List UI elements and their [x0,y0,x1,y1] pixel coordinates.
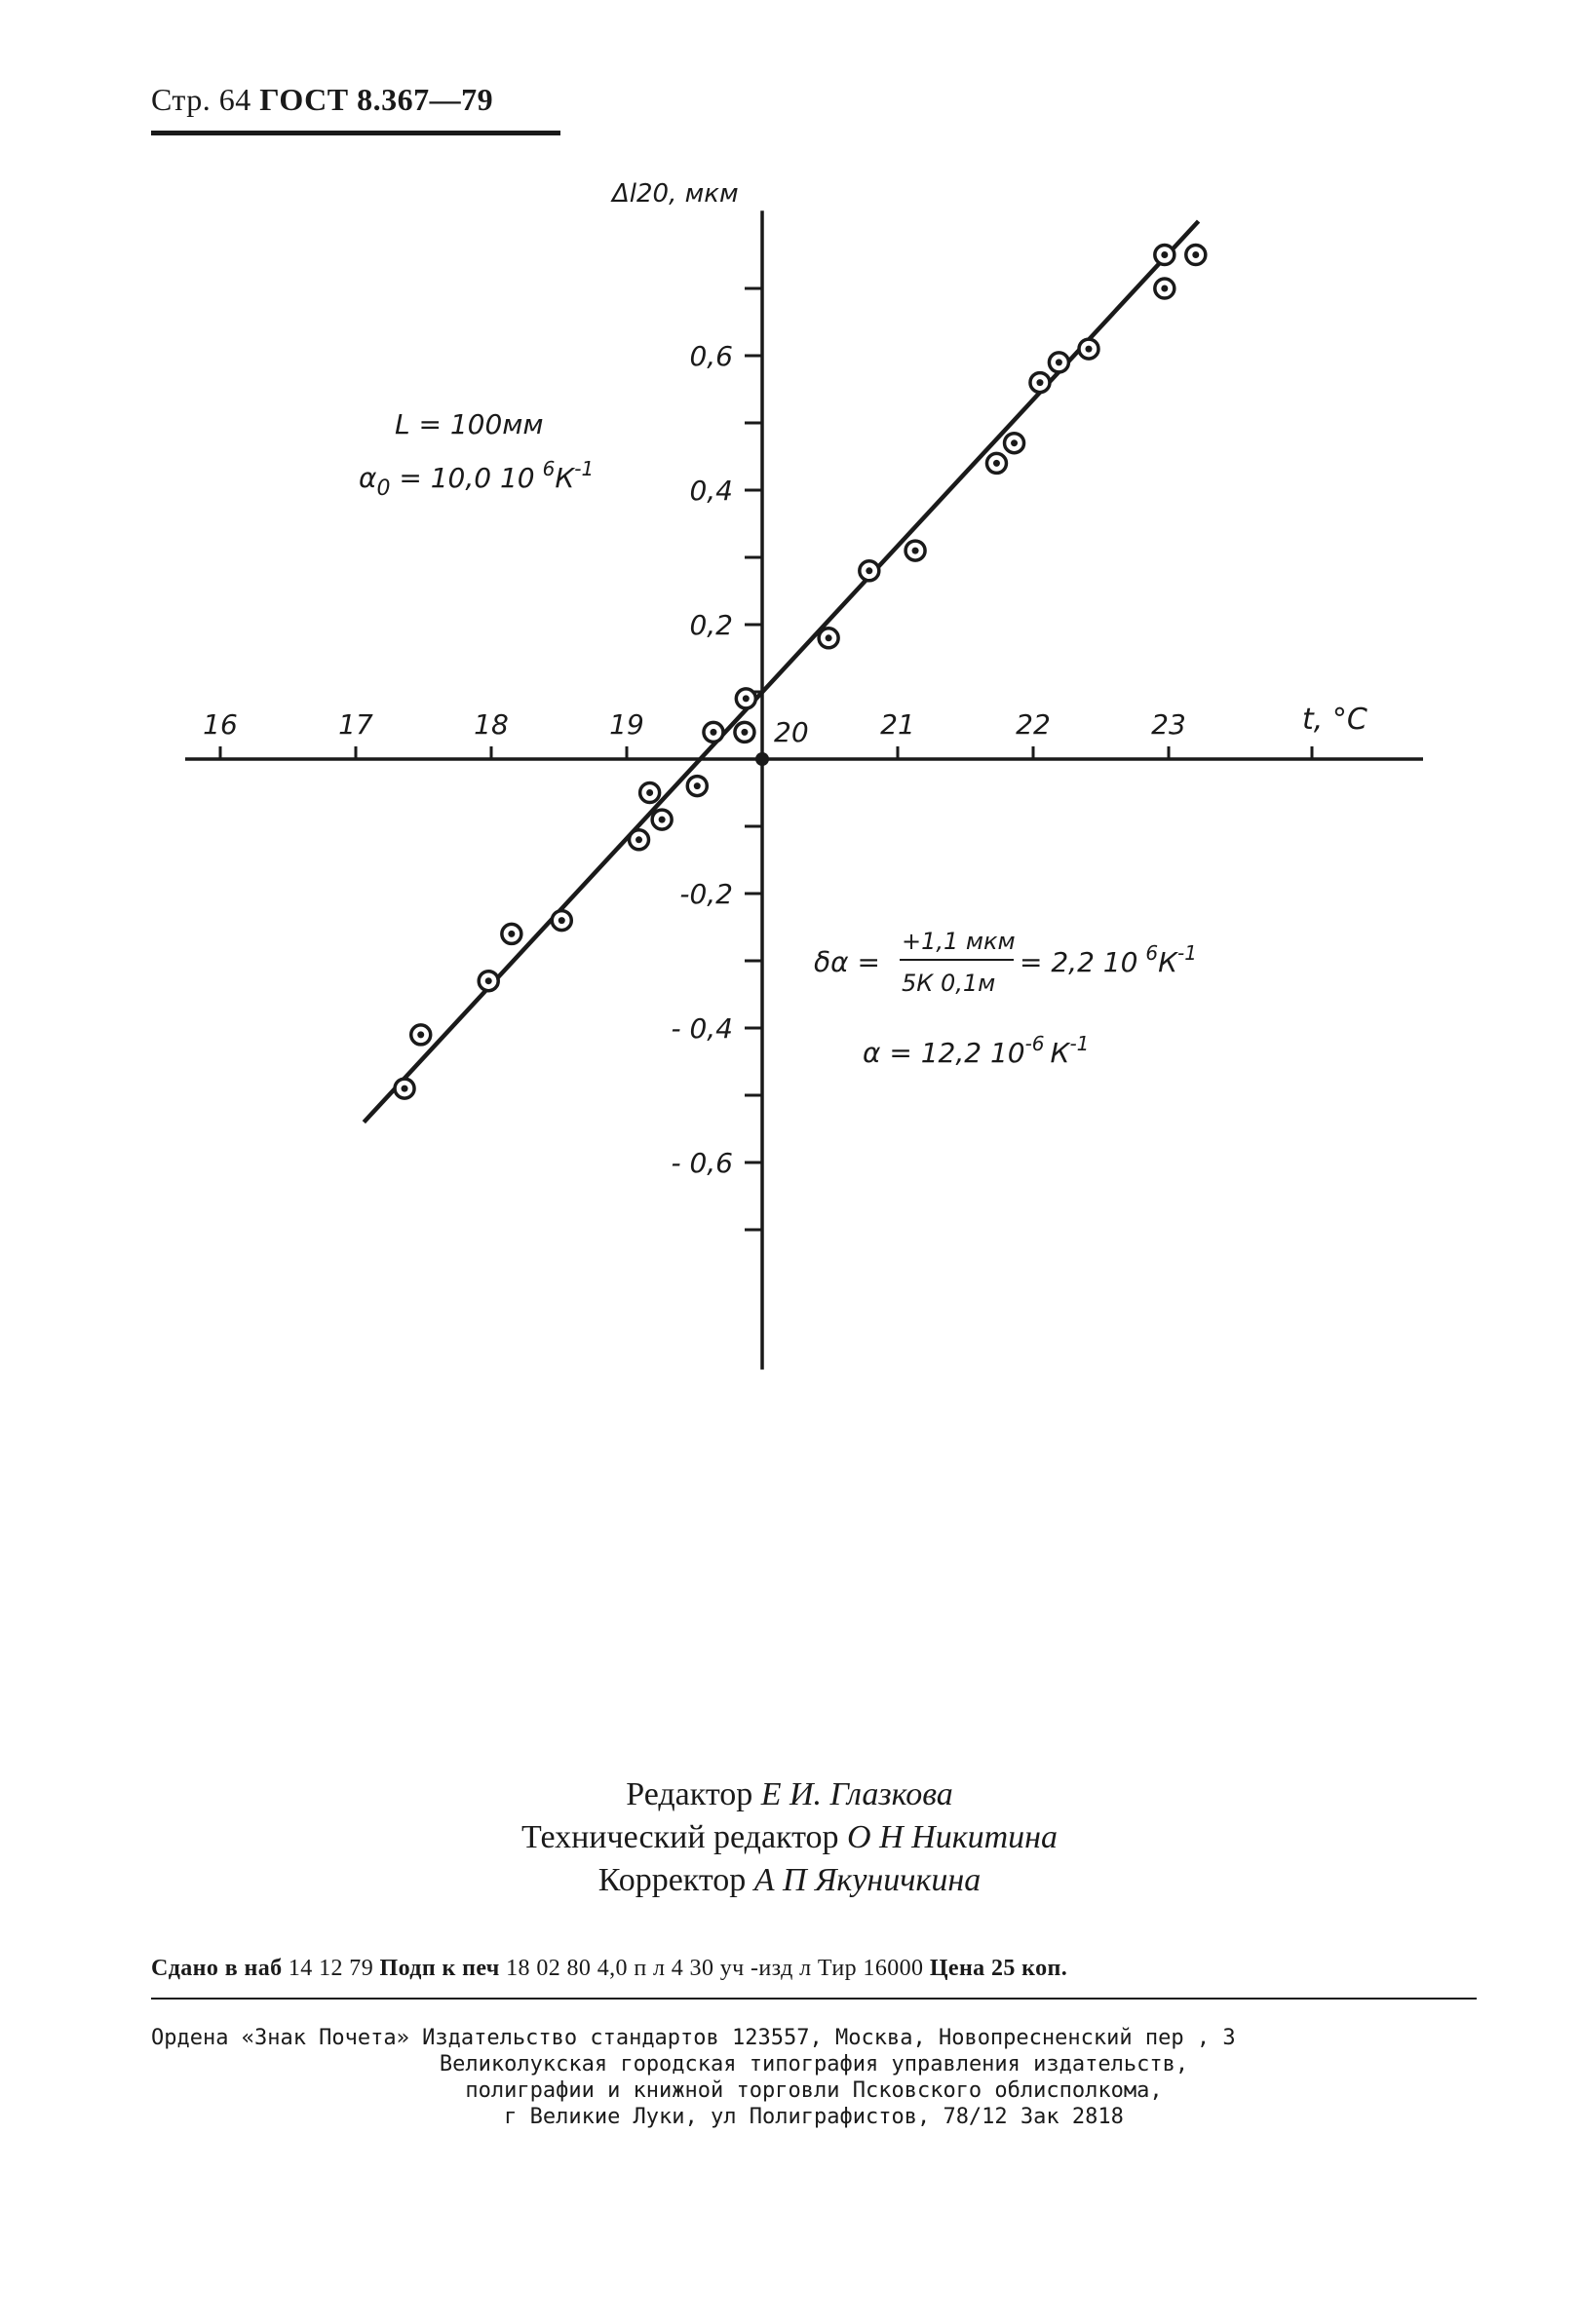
sheets: 4,0 п л 4 30 уч -изд л [597,1956,812,1981]
run-label: Тир [817,1956,858,1981]
data-point-center [694,782,701,789]
page-number: Стр. 64 [151,82,251,117]
data-point [819,629,838,648]
x-tick-label-19: 19 [609,708,644,741]
publisher-line-3: полиграфии и книжной торговли Псковского облисполкома, [465,2078,1163,2103]
data-point-center [417,1031,424,1038]
alpha0-subscript: 0 [376,476,391,501]
publisher-info [151,2025,1477,2130]
data-point [1079,339,1098,359]
origin-marker [755,752,769,766]
data-point-center [1056,359,1062,365]
standard-number: ГОСТ 8.367—79 [259,82,494,117]
alpha0-unit: К [555,462,575,494]
length-annotation: L = 100мм [395,408,544,440]
delta-alpha-denominator: 5К 0,1м [902,970,996,997]
data-point [905,541,925,560]
y-tick-label: - 0,6 [671,1147,733,1179]
x-tick-label-18: 18 [474,708,509,741]
data-point [1155,246,1175,265]
alpha0-exponent: 6 [542,457,556,480]
data-point-center [912,548,919,554]
data-point [640,783,660,803]
alpha-result-unit: К [1050,1037,1070,1069]
data-point [986,453,1006,473]
publisher-line-1: Ордена «Знак Почета» Издательство стандартов 123557, Москва, Новопресненский пер , 3 [151,2026,1236,2050]
data-point-center [743,695,750,702]
signed-date: 18 02 80 [506,1956,592,1981]
data-point-center [659,817,666,823]
y-axis-label: Δl20, мкм [612,179,739,209]
imprint-details [151,1956,1477,1982]
alpha0-annotation [359,457,594,501]
corrector-name: А П Якуничкина [753,1862,982,1898]
imprint-line [151,1956,1477,1982]
data-point [1186,246,1206,265]
delta-alpha-exponent: 6 [1145,941,1159,965]
data-point-center [508,931,515,937]
data-point [1030,373,1050,393]
data-point [1005,434,1024,453]
data-point [502,924,521,943]
x-axis-label: t, °C [1302,703,1367,737]
delta-alpha-value: = 2,2 10 [1020,946,1138,978]
x-tick-label-16: 16 [203,708,238,741]
data-point-center [1085,346,1092,353]
tech-editor-role: Технический редактор [520,1819,839,1855]
submitted-date: 14 12 79 [288,1956,374,1981]
alpha-result-unit-exponent: -1 [1069,1032,1090,1055]
x-tick-label-17: 17 [338,708,373,741]
submitted-label: Сдано в наб [151,1956,283,1981]
editor-role: Редактор [626,1776,753,1812]
data-point-center [826,634,832,641]
delta-alpha-unit: К [1158,946,1178,978]
data-point [652,810,672,829]
data-point [479,972,498,991]
y-tick-label: - 0,4 [671,1012,733,1045]
x-ticks [203,708,1312,759]
corrector-line [0,1859,1579,1902]
x-tick-label-20: 20 [774,716,809,748]
x-tick-label-22: 22 [1016,708,1051,741]
publisher-line-4: г Великие Луки, ул Полиграфистов, 78/12 Зак 2818 [504,2105,1124,2129]
tech-editor-name: О Н Никитина [847,1819,1059,1855]
x-tick-label-23: 23 [1151,708,1186,741]
data-point-center [558,917,565,924]
delta-alpha-rhs [1020,941,1197,978]
delta-alpha-lhs: δα = [814,946,880,978]
data-point-center [993,460,1000,467]
delta-alpha-numerator: +1,1 мкм [902,928,1016,955]
run-value: 16000 [863,1956,924,1981]
data-point-center [646,789,653,796]
price: Цена 25 коп. [929,1956,1068,1981]
imprint-rule [151,1998,1477,2000]
data-point-center [485,977,492,984]
chart-axes [185,210,1423,1369]
data-point [1049,353,1068,372]
signed-label: Подп к печ [379,1956,500,1981]
data-point [687,777,707,796]
delta-alpha-unit-exponent: -1 [1177,941,1197,965]
tech-editor-line [0,1816,1579,1859]
data-point [860,561,879,581]
data-point-center [1036,379,1043,386]
data-point-center [741,729,748,736]
alpha-result-value: α = 12,2 10 [863,1037,1025,1069]
corrector-role: Корректор [597,1862,747,1898]
data-point-center [635,836,642,843]
alpha-result [863,1032,1089,1069]
editor-line [0,1773,1579,1816]
data-point-center [402,1086,408,1092]
data-point [395,1079,414,1098]
data-point-center [1011,439,1018,446]
editor-name: Е И. Глазкова [760,1776,953,1812]
alpha0-value: = 10,0 10 [390,462,535,494]
data-point [1155,279,1175,298]
x-tick-label-21: 21 [880,708,915,741]
data-point [735,722,754,742]
y-tick-label: 0,4 [689,475,733,507]
alpha-result-exponent: -6 [1024,1032,1045,1055]
alpha0-unit-exponent: -1 [574,457,595,480]
data-point-center [866,567,872,574]
data-point-center [1192,251,1199,258]
alpha0-symbol: α [359,462,377,494]
data-point [630,830,649,850]
y-tick-label: 0,2 [689,609,733,641]
data-point [552,911,571,931]
data-point [736,689,755,708]
data-point-center [1161,251,1168,258]
credits [0,1773,1579,1902]
y-tick-label: -0,2 [679,878,733,910]
data-point [411,1025,431,1045]
publisher-line-2: Великолукская городская типография управления издательств, [439,2052,1189,2076]
data-point-center [710,729,716,736]
data-point-center [1161,286,1168,292]
y-tick-label: 0,6 [689,340,733,372]
data-point [704,722,723,742]
